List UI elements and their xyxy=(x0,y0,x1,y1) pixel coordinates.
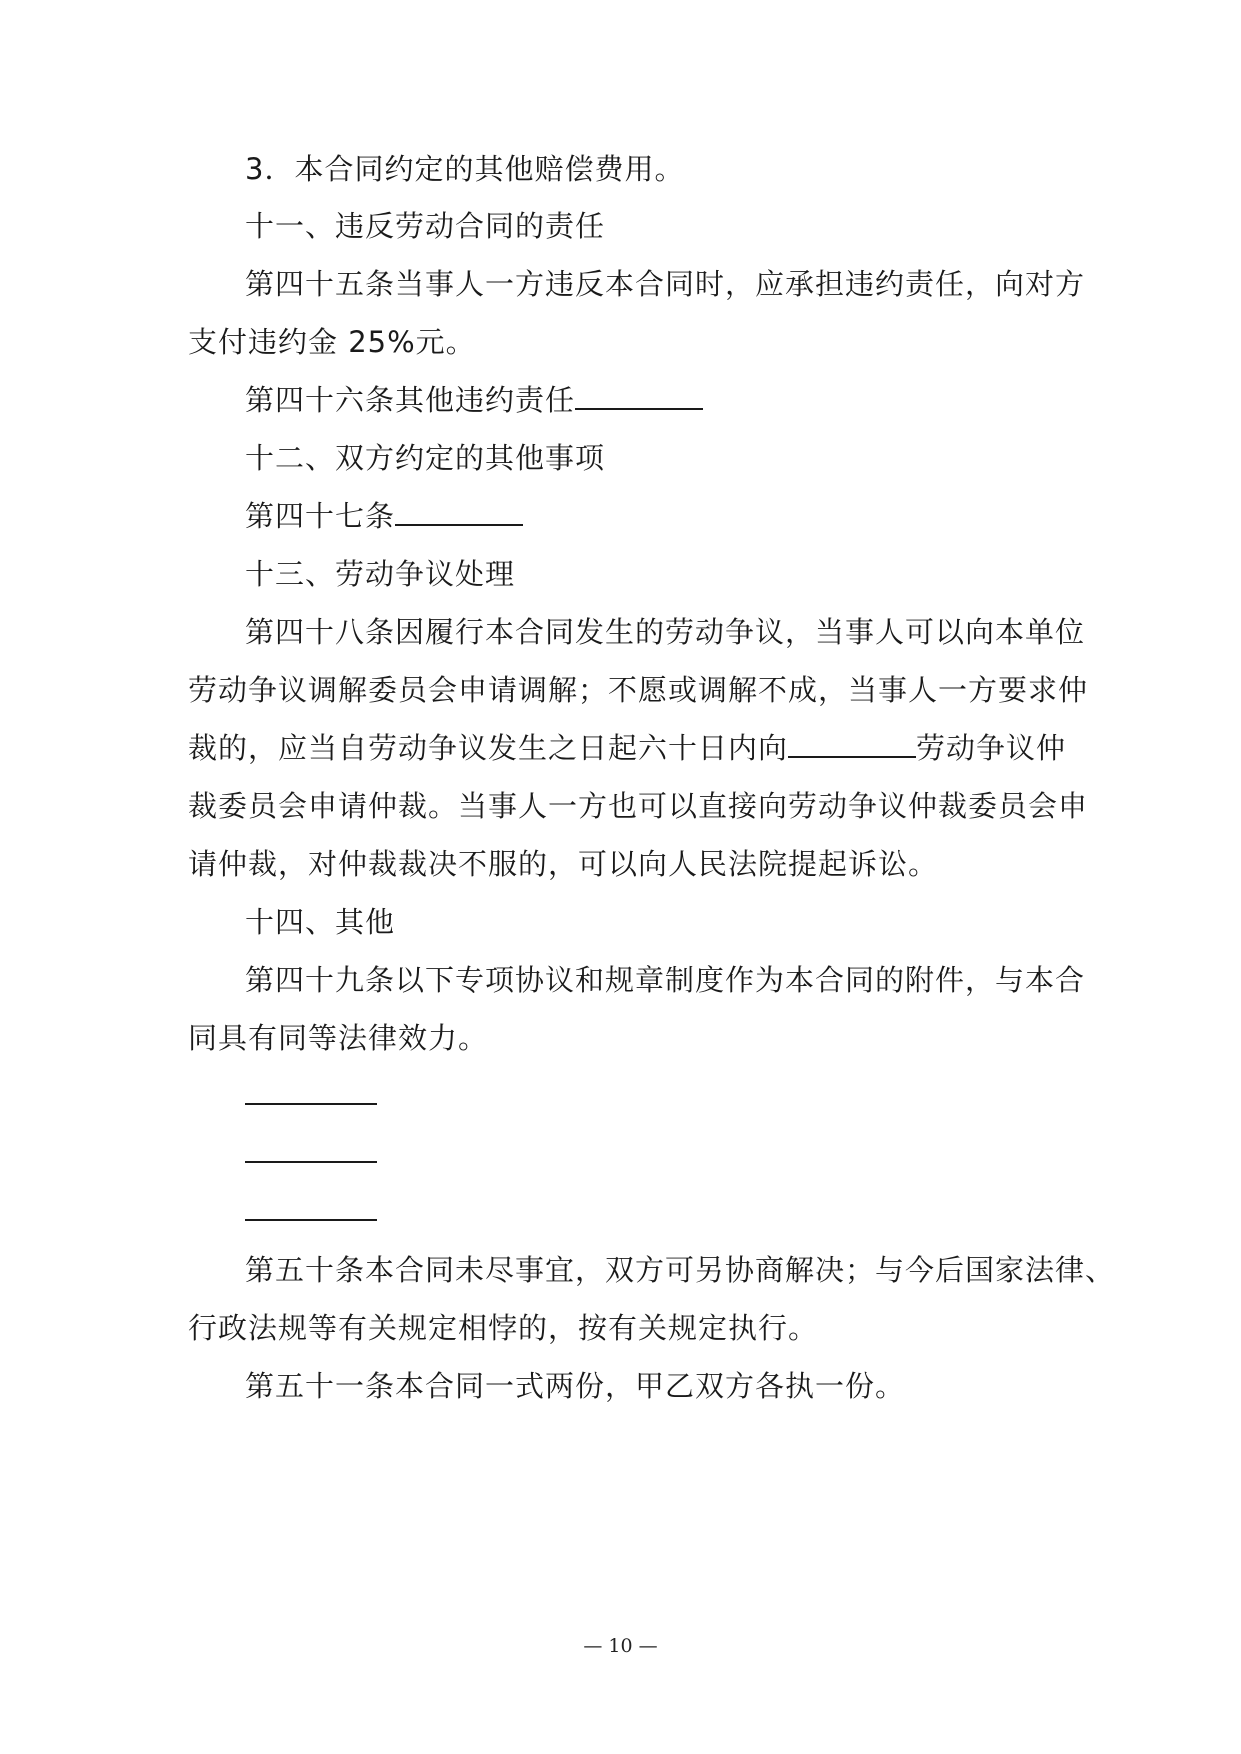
attachment-blank-2[interactable] xyxy=(245,1161,377,1163)
arbitration-line xyxy=(188,728,1066,768)
paragraph-line: 裁委员会申请仲裁。当事人一方也可以直接向劳动争议仲裁委员会申 xyxy=(188,789,1089,823)
paragraph-line: 第四十九条以下专项协议和规章制度作为本合同的附件，与本合 xyxy=(245,963,1086,997)
fill-in-blank[interactable] xyxy=(575,380,703,410)
article-46-text: 第四十六条其他违约责任 xyxy=(245,383,576,417)
section-heading: 十三、劳动争议处理 xyxy=(245,557,516,591)
arbitration-text-before: 裁的，应当自劳动争议发生之日起六十日内向 xyxy=(188,731,789,765)
paragraph-line: 请仲裁，对仲裁裁决不服的，可以向人民法院提起诉讼。 xyxy=(188,847,939,881)
section-heading: 十二、双方约定的其他事项 xyxy=(245,441,606,475)
article-47-text: 第四十七条 xyxy=(245,499,396,533)
page-number: — 10 — xyxy=(583,1635,658,1657)
paragraph-line: 支付违约金 25%元。 xyxy=(188,325,476,359)
paragraph-line: 第四十五条当事人一方违反本合同时，应承担违约责任，向对方 xyxy=(245,267,1086,301)
article-46-line xyxy=(245,380,703,420)
fill-in-blank[interactable] xyxy=(395,496,523,526)
section-heading: 十四、其他 xyxy=(245,905,396,939)
paragraph-line: 同具有同等法律效力。 xyxy=(188,1021,489,1055)
attachment-blank-3[interactable] xyxy=(245,1219,377,1221)
section-heading: 十一、违反劳动合同的责任 xyxy=(245,209,606,243)
paragraph-line: 行政法规等有关规定相悖的，按有关规定执行。 xyxy=(188,1311,819,1345)
fill-in-blank[interactable] xyxy=(788,728,916,758)
paragraph-line: 劳动争议调解委员会申请调解；不愿或调解不成，当事人一方要求仲 xyxy=(188,673,1089,707)
paragraph-line: 第五十一条本合同一式两份，甲乙双方各执一份。 xyxy=(245,1369,906,1403)
paragraph-line: 第四十八条因履行本合同发生的劳动争议，当事人可以向本单位 xyxy=(245,615,1086,649)
attachment-blank-1[interactable] xyxy=(245,1103,377,1105)
article-47-line xyxy=(245,496,523,536)
paragraph-line: 第五十条本合同未尽事宜，双方可另协商解决；与今后国家法律、 xyxy=(245,1253,1116,1287)
arbitration-text-after: 劳动争议仲 xyxy=(916,731,1067,765)
paragraph-line: 3．本合同约定的其他赔偿费用。 xyxy=(245,152,685,186)
